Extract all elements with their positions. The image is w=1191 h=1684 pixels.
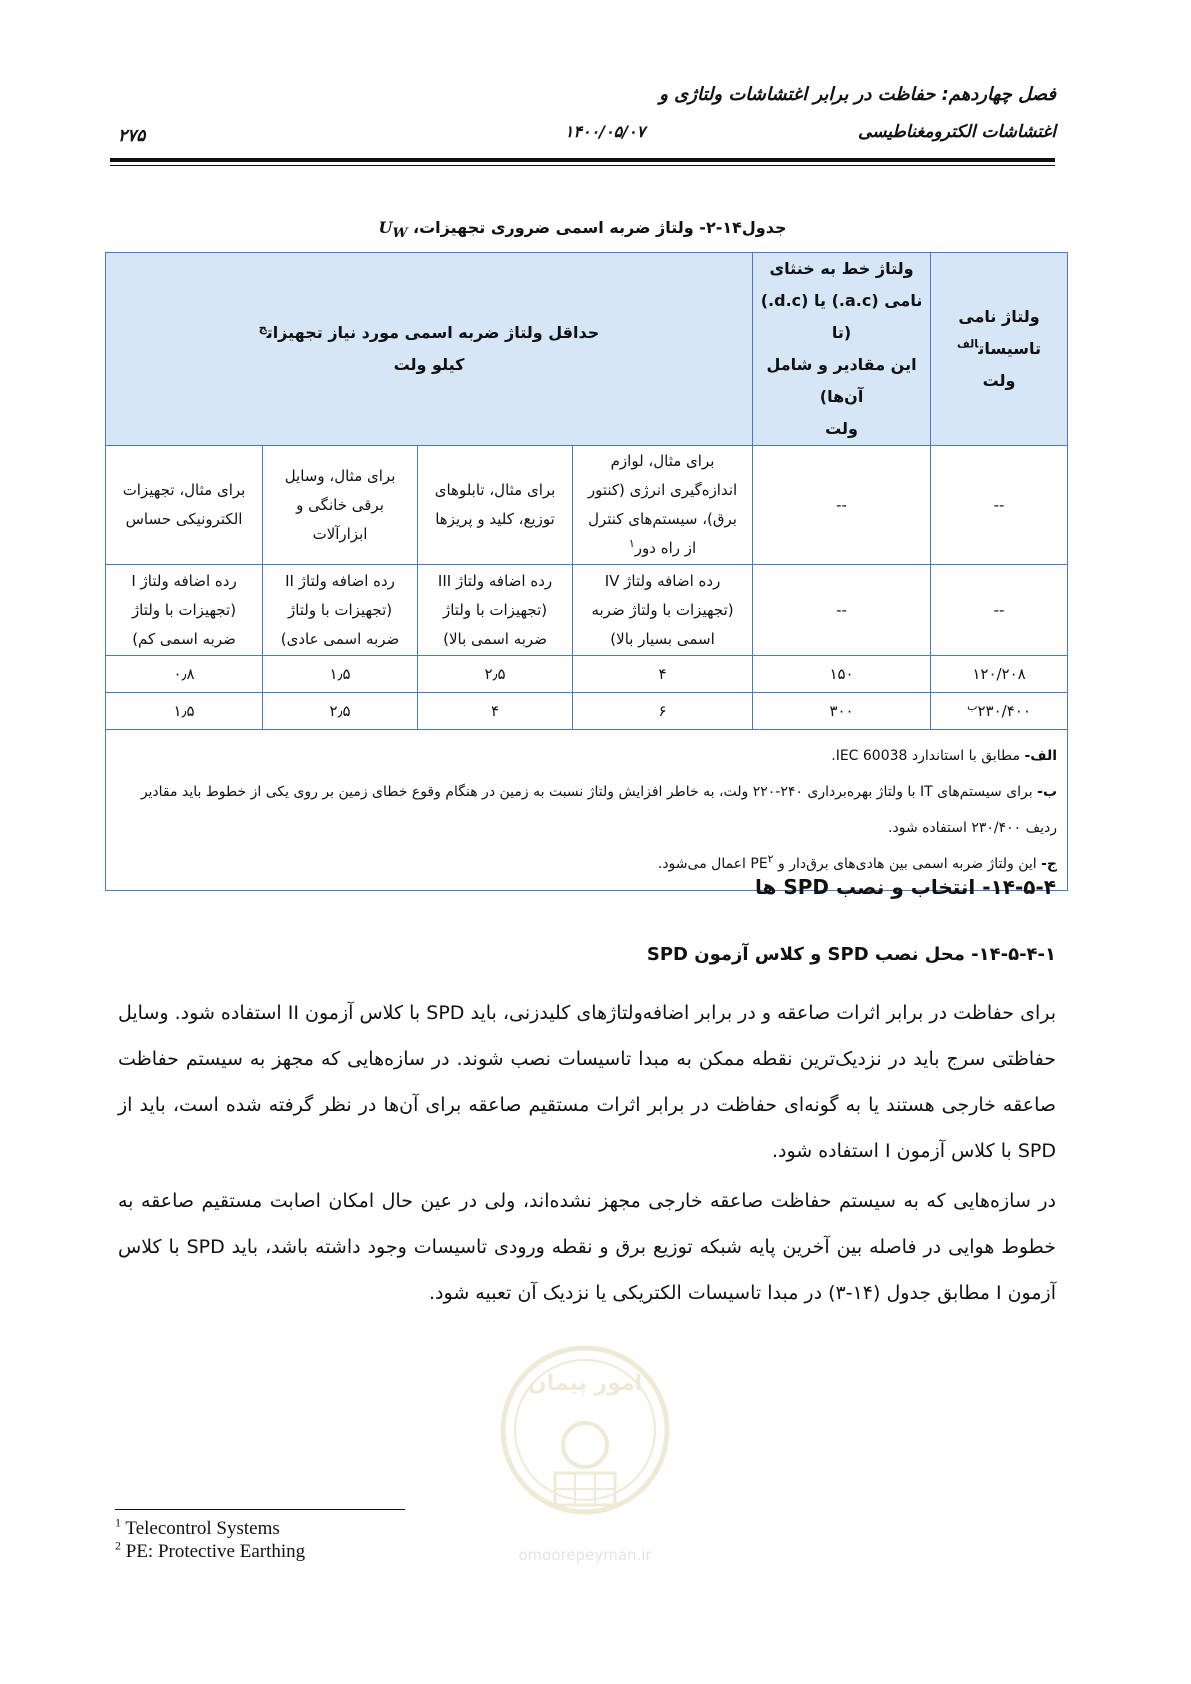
table-cell: ۱٫۵ — [106, 693, 263, 730]
paragraph: برای حفاظت در برابر اثرات صاعقه و در برابر اضافه‌ولتاژهای کلیدزنی، باید SPD با کلاس آزمون II استفاده شود. وسایل حفاظتی سرج باید در نزدیک‌ترین نقطه ممکن به مبدا تاسیسات نصب شوند. در سازه‌هایی که مجهز به سیستم حفاظت صاعقه خارجی هستند یا به گونه‌ای حفاظت در برابر اثرات مستقیم صاعقه برای آن‌ها در نظر گرفته شده است، باید از SPD با کلاس آزمون I استفاده شود. — [118, 1002, 1056, 1162]
chapter-title-continued: اغتشاشات الکترومغناطیسی — [857, 122, 1056, 142]
table-cell: -- — [931, 446, 1068, 565]
table-cell: رده اضافه ولتاژ III (تجهیزات با ولتاژ ضربه اسمی بالا) — [418, 565, 573, 656]
table-notes-row — [106, 730, 1068, 891]
header-rule-thin — [110, 165, 1055, 166]
subsection-heading: ۱۴-۵-۴-۱- محل نصب SPD و کلاس آزمون SPD — [646, 944, 1056, 965]
header-nominal-voltage: ولتاژ نامی تاسیسات$^{الف}$ ولت — [931, 253, 1068, 446]
header-date: ۱۴۰۰/۰۵/۰۷ — [564, 122, 646, 141]
table-caption — [110, 218, 1055, 241]
note-a: الف- مطابق با استاندارد IEC 60038. — [831, 748, 1058, 764]
table-row — [106, 693, 1068, 730]
table-cell: برای مثال، تابلوهای توزیع، کلید و پریزها — [418, 446, 573, 565]
table-cell: ۱۲۰/۲۰۸ — [931, 656, 1068, 693]
section-heading: ۱۴-۵-۴- انتخاب و نصب SPD ها — [755, 875, 1056, 899]
table-row — [106, 656, 1068, 693]
table-cell: ۲٫۵ — [418, 656, 573, 693]
table-cell: ۱٫۵ — [263, 656, 418, 693]
table-caption-text: جدول۱۴-۲- ولتاژ ضربه اسمی ضروری تجهیزات، — [413, 218, 787, 237]
header-rule-thick — [110, 158, 1055, 162]
watermark-logo — [495, 1335, 675, 1575]
voltage-table — [105, 252, 1067, 891]
watermark-url: omoorepeyman.ir — [518, 1546, 652, 1564]
table-header-row — [106, 253, 1068, 446]
header-line-to-neutral: ولتاژ خط به خنثای نامی (a.c.) یا (d.c.) (تا این مقادیر و شامل آن‌ها) ولت — [753, 253, 931, 446]
table-cell: ۴ — [418, 693, 573, 730]
table-cell: -- — [753, 565, 931, 656]
note-c: ج- این ولتاژ ضربه اسمی بین هادی‌های برق‌دار و $PE^۲$ اعمال می‌شود. — [657, 852, 1058, 872]
table-cell: $۲۳۰/۴۰۰^ب$ — [931, 693, 1068, 730]
paragraph: در سازه‌هایی که به سیستم حفاظت صاعقه خارجی مجهز نشده‌اند، ولی در عین حال امکان اصابت مستقیم صاعقه به خطوط هوایی در فاصله بین آخرین پایه شبکه توزیع برق و نقطه ورودی تاسیسات وجود داشته باشد، باید SPD با کلاس آزمون I مطابق جدول (۱۴-۳) در مبدا تاسیسات الکتریکی یا نزدیک آن تعبیه شود. — [118, 1190, 1057, 1304]
footnote-1: $^1$ Telecontrol Systems — [115, 1515, 280, 1539]
table-cell: -- — [931, 565, 1068, 656]
table-cell: ۱۵۰ — [753, 656, 931, 693]
table-cell: برای مثال، لوازم اندازه‌گیری انرژی (کنتور برق)، سیستم‌های کنترل از راه دور$^۱$ — [573, 446, 753, 565]
table-cell: رده اضافه ولتاژ IV (تجهیزات با ولتاژ ضربه اسمی بسیار بالا) — [573, 565, 753, 656]
table-cell: ۶ — [573, 693, 753, 730]
table-cell: -- — [753, 446, 931, 565]
chapter-title: فصل چهاردهم: حفاظت در برابر اغتشاشات ولتاژی و — [659, 84, 1056, 105]
watermark-logo-text: امور پیمان — [527, 1371, 643, 1396]
table-cell: ۴ — [573, 656, 753, 693]
table-row-examples — [106, 446, 1068, 565]
table-cell: برای مثال، تجهیزات الکترونیکی حساس — [106, 446, 263, 565]
table-cell: ۰٫۸ — [106, 656, 263, 693]
footnote-rule — [115, 1509, 405, 1510]
footnote-2: $^2$ PE: Protective Earthing — [115, 1538, 306, 1562]
table-cell: ۳۰۰ — [753, 693, 931, 730]
table-cell: ۲٫۵ — [263, 693, 418, 730]
header-min-impulse-voltage: حداقل ولتاژ ضربه اسمی مورد نیاز تجهیزات$^ج$ کیلو ولت — [106, 253, 753, 446]
table-cell: رده اضافه ولتاژ I (تجهیزات با ولتاژ ضربه اسمی کم) — [106, 565, 263, 656]
table-notes — [106, 730, 1068, 891]
table-caption-symbol: $U_W$ — [378, 218, 408, 242]
table-cell: رده اضافه ولتاژ II (تجهیزات با ولتاژ ضربه اسمی عادی) — [263, 565, 418, 656]
page-number: ۲۷۵ — [118, 126, 146, 146]
note-b: ب- برای سیستم‌های IT با ولتاژ بهره‌برداری ۲۴۰-۲۲۰ ولت، به خاطر افزایش ولتاژ نسبت به زمین در هنگام وقوع خطای زمین بر روی یکی از خطوط باید مقادیر ردیف ۲۳۰/۴۰۰ استفاده شود. — [140, 784, 1058, 836]
table-row-categories — [106, 565, 1068, 656]
table-cell: برای مثال، وسایل برقی خانگی و ابزارآلات — [263, 446, 418, 565]
